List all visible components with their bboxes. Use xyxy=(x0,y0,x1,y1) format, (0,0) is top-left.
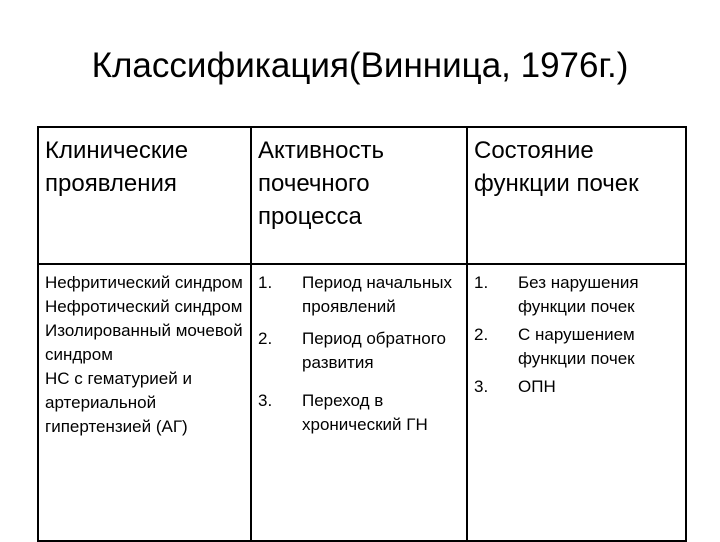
header-function: Состояние функции почек xyxy=(474,137,639,197)
table-header-row xyxy=(38,127,686,264)
item-number: 1. xyxy=(258,273,273,292)
item-text: Период начальных проявлений xyxy=(302,273,453,316)
item-text: Без нарушения функции почек xyxy=(518,273,639,316)
table-body-row xyxy=(38,264,686,541)
list-item xyxy=(474,375,685,399)
list-item: Нефритический синдром xyxy=(45,273,243,292)
item-number: 3. xyxy=(474,377,489,396)
list-item: Изолированный мочевой синдром xyxy=(45,321,243,364)
item-number: 3. xyxy=(258,391,273,410)
item-text: Переход в хронический ГН xyxy=(302,391,428,434)
item-number: 1. xyxy=(474,273,489,292)
item-text: С нарушением функции почек xyxy=(518,325,635,368)
list-item: НС с гематурией и артериальной гипертензией (АГ) xyxy=(45,369,192,436)
body-cell-function xyxy=(467,264,686,541)
item-number: 2. xyxy=(474,325,489,344)
header-cell xyxy=(38,127,251,264)
item-text: Период обратного развития xyxy=(302,329,446,372)
list-item xyxy=(258,271,466,319)
activity-list xyxy=(252,265,466,437)
list-item xyxy=(474,323,685,371)
item-number: 2. xyxy=(258,329,273,348)
classification-table xyxy=(37,126,685,542)
slide-title: Классификация(Винница, 1976г.) xyxy=(91,46,629,85)
clinical-list xyxy=(39,265,250,439)
item-text: ОПН xyxy=(518,377,556,396)
list-item: Нефротический синдром xyxy=(45,297,243,316)
header-cell xyxy=(467,127,686,264)
header-clinical: Клинические проявления xyxy=(45,137,189,197)
header-activity: Активность почечного процесса xyxy=(258,137,385,230)
header-cell xyxy=(251,127,467,264)
function-list xyxy=(468,265,685,399)
list-item xyxy=(474,271,685,319)
list-item xyxy=(258,327,466,375)
body-cell-clinical xyxy=(38,264,251,541)
body-cell-activity xyxy=(251,264,467,541)
list-item xyxy=(258,389,466,437)
